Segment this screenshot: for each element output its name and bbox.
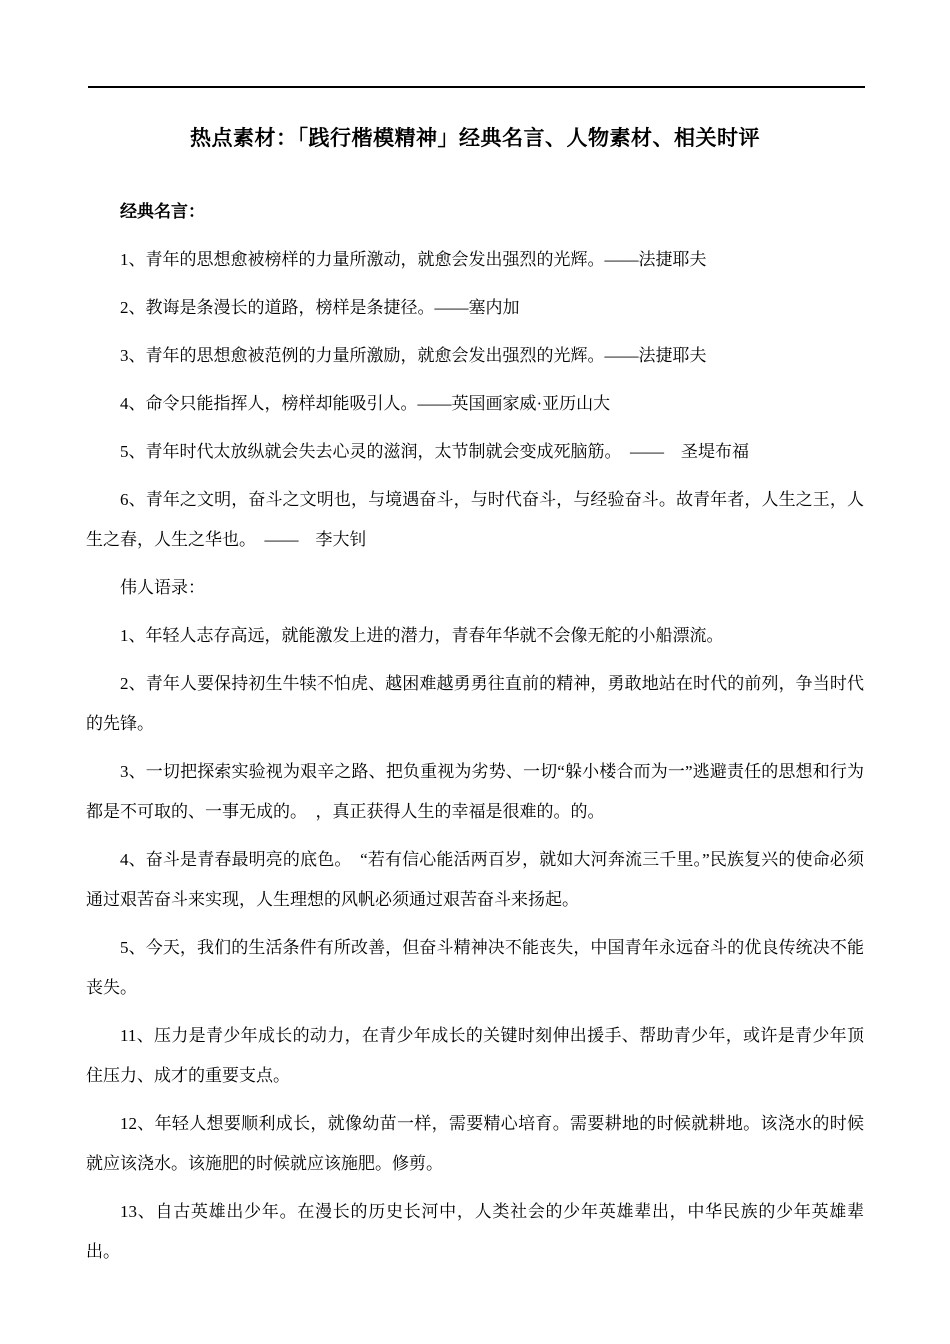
document-title: 热点素材：「践行楷模精神」经典名言、人物素材、相关时评 <box>190 127 760 150</box>
section-heading-classic-quotes: 经典名言： <box>120 202 205 221</box>
great-quote-item-12: 12、年轻人想要顺利成长，就像幼苗一样，需要精心培育。需要耕地的时候就耕地。该浇水的时候就应该浇水。该施肥的时候就应该施肥。修剪。 <box>86 1114 864 1173</box>
header-divider-line <box>88 86 865 88</box>
classic-quote-item-4: 4、命令只能指挥人，榜样却能吸引人。——英国画家威·亚历山大 <box>120 394 611 413</box>
great-quote-item-13: 13、自古英雄出少年。在漫长的历史长河中，人类社会的少年英雄辈出，中华民族的少年英雄辈出。 <box>86 1202 864 1261</box>
classic-quote-item-6: 6、青年之文明，奋斗之文明也，与境遇奋斗，与时代奋斗，与经验奋斗。故青年者，人生之王，人生之春，人生之华也。 —— 李大钊 <box>86 490 864 549</box>
classic-quote-item-2: 2、教诲是条漫长的道路，榜样是条捷径。——塞内加 <box>120 298 520 317</box>
classic-quote-item-1: 1、青年的思想愈被榜样的力量所激动，就愈会发出强烈的光辉。——法捷耶夫 <box>120 250 707 269</box>
great-quote-item-1: 1、年轻人志存高远，就能激发上进的潜力，青春年华就不会像无舵的小船漂流。 <box>120 626 724 645</box>
great-quote-item-4: 4、奋斗是青春最明亮的底色。 “若有信心能活两百岁，就如大河奔流三千里。”民族复兴的使命必须通过艰苦奋斗来实现，人生理想的风帆必须通过艰苦奋斗来扬起。 <box>86 850 864 909</box>
great-quote-item-11: 11、压力是青少年成长的动力，在青少年成长的关键时刻伸出援手、帮助青少年，或许是青少年顶住压力、成才的重要支点。 <box>86 1026 864 1085</box>
great-quote-item-5: 5、今天，我们的生活条件有所改善，但奋斗精神决不能丧失，中国青年永远奋斗的优良传统决不能丧失。 <box>86 938 864 997</box>
classic-quote-item-5: 5、青年时代太放纵就会失去心灵的滋润，太节制就会变成死脑筋。 —— 圣堤布福 <box>120 442 749 461</box>
section-heading-great-people-quotes: 伟人语录： <box>120 578 205 597</box>
document-body <box>86 124 864 1280</box>
classic-quote-item-3: 3、青年的思想愈被范例的力量所激励，就愈会发出强烈的光辉。——法捷耶夫 <box>120 346 707 365</box>
great-quote-item-2: 2、青年人要保持初生牛犊不怕虎、越困难越勇勇往直前的精神，勇敢地站在时代的前列，争当时代的先锋。 <box>86 674 864 733</box>
great-quote-item-3: 3、一切把探索实验视为艰辛之路、把负重视为劣势、一切“躲小楼合而为一”逃避责任的思想和行为都是不可取的、一事无成的。 ，真正获得人生的幸福是很难的。的。 <box>86 762 864 821</box>
